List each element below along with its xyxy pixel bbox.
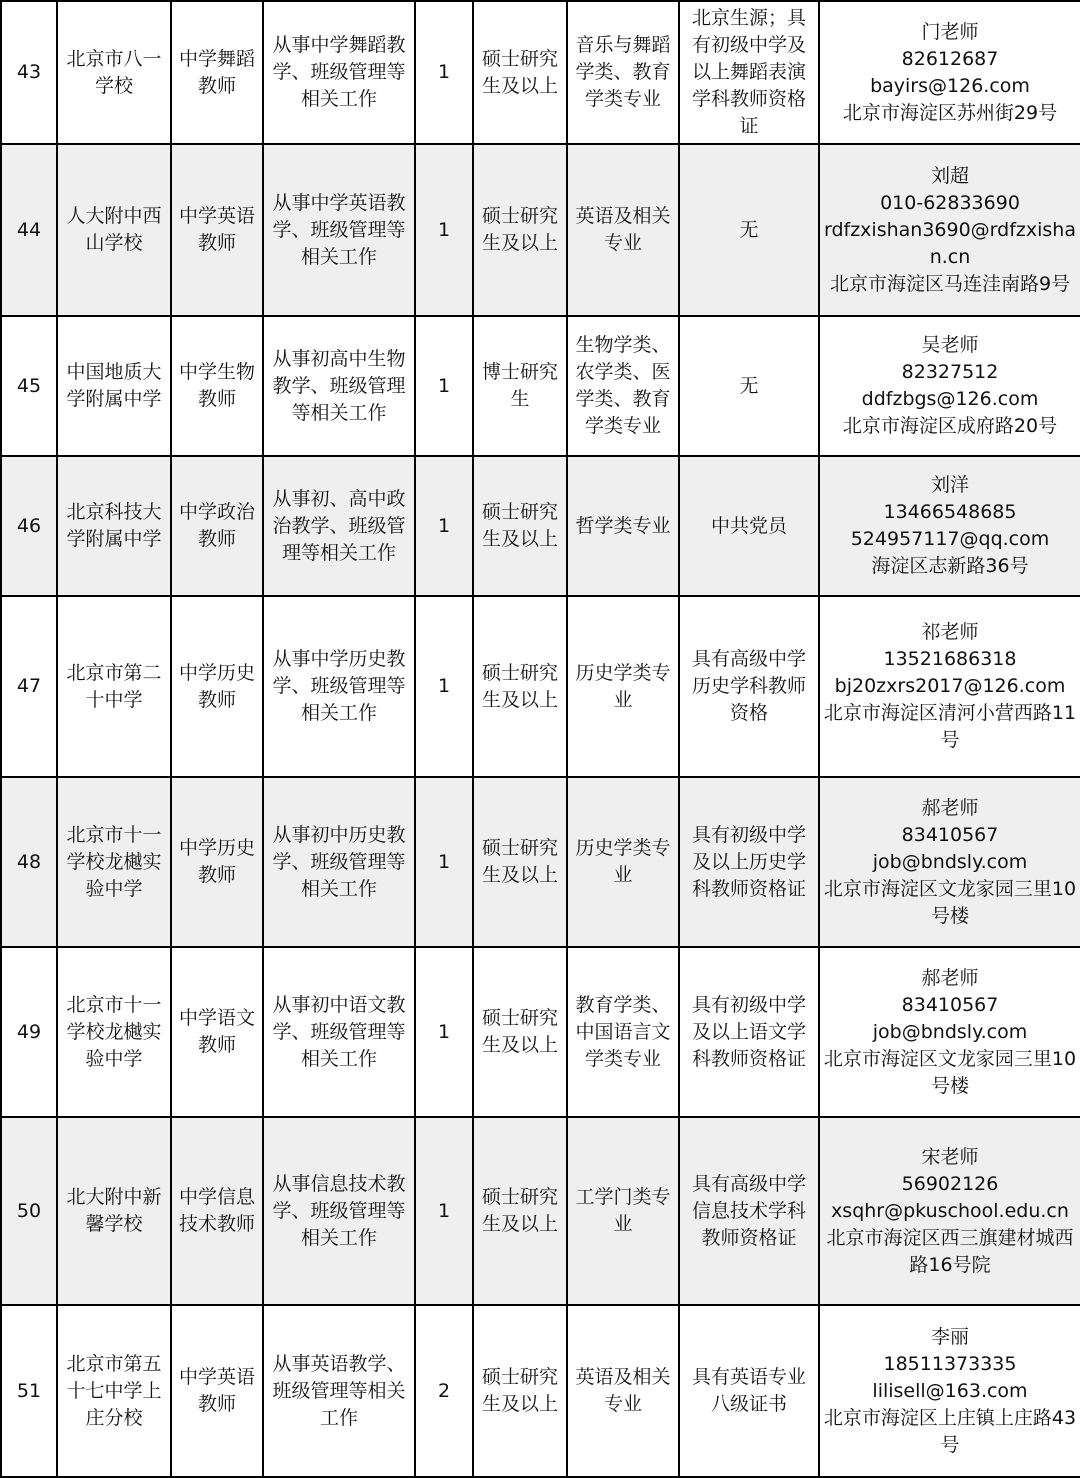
- contact-email: 524957117@qq.com: [850, 528, 1050, 550]
- contact-phone: 13521686318: [883, 648, 1017, 670]
- contact-address: 北京市海淀区清河小营西路11号: [823, 702, 1077, 751]
- contact-address: 北京市海淀区西三旗建材城西路16号院: [826, 1226, 1074, 1276]
- table-row: [1, 1305, 1080, 1477]
- table-row: [1, 456, 1080, 596]
- contact-name: 宋老师: [921, 1145, 979, 1168]
- other-requirement: 具有英语专业八级证书: [679, 1305, 819, 1477]
- contact-phone: 18511373335: [883, 1352, 1017, 1375]
- major-requirement: 历史学类专业: [567, 777, 679, 947]
- row-number: 47: [1, 596, 57, 777]
- degree-requirement: 硕士研究生及以上: [473, 777, 567, 947]
- contact-info: [819, 947, 1080, 1117]
- contact-name: 门老师: [921, 20, 979, 43]
- hire-count: 1: [415, 777, 473, 947]
- other-requirement: 无: [679, 144, 819, 316]
- row-number: 51: [1, 1305, 57, 1477]
- contact-email: rdfzxishan3690@rdfzxishan.cn: [823, 218, 1076, 268]
- major-requirement: 历史学类专业: [567, 596, 679, 777]
- major-requirement: 英语及相关专业: [567, 144, 679, 316]
- major-requirement: 音乐与舞蹈学类、教育学类专业: [567, 1, 679, 144]
- contact-info: [819, 1305, 1080, 1477]
- contact-name: 李丽: [930, 1325, 969, 1348]
- degree-requirement: 硕士研究生及以上: [473, 144, 567, 316]
- table-row: [1, 947, 1080, 1117]
- contact-address: 海淀区志新路36号: [871, 555, 1029, 577]
- major-requirement: 教育学类、中国语言文学类专业: [567, 947, 679, 1117]
- contact-info: [819, 596, 1080, 777]
- contact-name: 吴老师: [921, 334, 979, 356]
- contact-email: lilisell@163.com: [872, 1379, 1028, 1402]
- other-requirement: 具有初级中学及以上历史学科教师资格证: [679, 777, 819, 947]
- position-name: 中学舞蹈教师: [171, 1, 263, 144]
- other-requirement: 具有初级中学及以上语文学科教师资格证: [679, 947, 819, 1117]
- row-number: 46: [1, 456, 57, 596]
- degree-requirement: 硕士研究生及以上: [473, 1305, 567, 1477]
- contact-email: job@bndsly.com: [872, 850, 1028, 873]
- position-name: 中学生物教师: [171, 316, 263, 456]
- contact-name: 刘超: [930, 164, 969, 187]
- job-duty: 从事初中语文教学、班级管理等相关工作: [263, 947, 415, 1117]
- contact-info: [819, 1117, 1080, 1305]
- job-duty: 从事初、高中政治教学、班级管理等相关工作: [263, 456, 415, 596]
- school-name: 北大附中新馨学校: [57, 1117, 171, 1305]
- contact-phone: 010-62833690: [880, 191, 1020, 214]
- degree-requirement: 硕士研究生及以上: [473, 1117, 567, 1305]
- other-requirement: 北京生源；具有初级中学及以上舞蹈表演学科教师资格证: [679, 1, 819, 144]
- contact-info: [819, 316, 1080, 456]
- hire-count: 1: [415, 596, 473, 777]
- hire-count: 1: [415, 144, 473, 316]
- table-row: [1, 596, 1080, 777]
- contact-email: bayirs@126.com: [870, 74, 1030, 97]
- contact-info: [819, 456, 1080, 596]
- school-name: 北京市第二十中学: [57, 596, 171, 777]
- contact-address: 北京市海淀区马连洼南路9号: [829, 272, 1071, 295]
- hire-count: 1: [415, 456, 473, 596]
- hire-count: 1: [415, 947, 473, 1117]
- contact-phone: 83410567: [901, 823, 999, 846]
- degree-requirement: 硕士研究生及以上: [473, 1, 567, 144]
- table-row: [1, 144, 1080, 316]
- table-row: [1, 1117, 1080, 1305]
- contact-address: 北京市海淀区文龙家园三里10号楼: [823, 877, 1077, 927]
- position-name: 中学英语教师: [171, 144, 263, 316]
- job-duty: 从事中学英语教学、班级管理等相关工作: [263, 144, 415, 316]
- position-name: 中学语文教师: [171, 947, 263, 1117]
- contact-phone: 82612687: [901, 47, 999, 70]
- position-name: 中学英语教师: [171, 1305, 263, 1477]
- row-number: 44: [1, 144, 57, 316]
- contact-info: [819, 144, 1080, 316]
- degree-requirement: 硕士研究生及以上: [473, 947, 567, 1117]
- contact-phone: 56902126: [901, 1172, 999, 1195]
- position-name: 中学信息技术教师: [171, 1117, 263, 1305]
- major-requirement: 哲学类专业: [567, 456, 679, 596]
- contact-email: bj20zxrs2017@126.com: [834, 675, 1066, 697]
- degree-requirement: 硕士研究生及以上: [473, 456, 567, 596]
- row-number: 43: [1, 1, 57, 144]
- school-name: 北京市十一学校龙樾实验中学: [57, 777, 171, 947]
- contact-address: 北京市海淀区文龙家园三里10号楼: [823, 1047, 1077, 1097]
- row-number: 48: [1, 777, 57, 947]
- position-name: 中学历史教师: [171, 777, 263, 947]
- contact-name: 郝老师: [921, 966, 979, 989]
- contact-email: job@bndsly.com: [872, 1020, 1028, 1043]
- hire-count: 1: [415, 1117, 473, 1305]
- hire-count: 1: [415, 1, 473, 144]
- school-name: 北京市十一学校龙樾实验中学: [57, 947, 171, 1117]
- major-requirement: 生物学类、农学类、医学类、教育学类专业: [567, 316, 679, 456]
- school-name: 北京科技大学附属中学: [57, 456, 171, 596]
- contact-phone: 82327512: [901, 361, 999, 383]
- contact-info: [819, 777, 1080, 947]
- contact-email: ddfzbgs@126.com: [861, 388, 1039, 410]
- job-duty: 从事初中历史教学、班级管理等相关工作: [263, 777, 415, 947]
- table-row: [1, 1, 1080, 144]
- degree-requirement: 硕士研究生及以上: [473, 596, 567, 777]
- job-duty: 从事初高中生物教学、班级管理等相关工作: [263, 316, 415, 456]
- position-name: 中学政治教师: [171, 456, 263, 596]
- school-name: 中国地质大学附属中学: [57, 316, 171, 456]
- table-row: [1, 777, 1080, 947]
- contact-address: 北京市海淀区苏州街29号: [842, 101, 1058, 124]
- job-duty: 从事中学历史教学、班级管理等相关工作: [263, 596, 415, 777]
- other-requirement: 具有高级中学信息技术学科教师资格证: [679, 1117, 819, 1305]
- school-name: 北京市第五十七中学上庄分校: [57, 1305, 171, 1477]
- major-requirement: 工学门类专业: [567, 1117, 679, 1305]
- contact-info: [819, 1, 1080, 144]
- job-duty: 从事英语教学、班级管理等相关工作: [263, 1305, 415, 1477]
- hire-count: 2: [415, 1305, 473, 1477]
- school-name: 人大附中西山学校: [57, 144, 171, 316]
- contact-phone: 83410567: [901, 993, 999, 1016]
- job-duty: 从事信息技术教学、班级管理等相关工作: [263, 1117, 415, 1305]
- row-number: 49: [1, 947, 57, 1117]
- contact-name: 郝老师: [921, 796, 979, 819]
- table-row: [1, 316, 1080, 456]
- major-requirement: 英语及相关专业: [567, 1305, 679, 1477]
- degree-requirement: 博士研究生: [473, 316, 567, 456]
- other-requirement: 中共党员: [679, 456, 819, 596]
- row-number: 45: [1, 316, 57, 456]
- school-name: 北京市八一学校: [57, 1, 171, 144]
- contact-phone: 13466548685: [883, 501, 1017, 523]
- other-requirement: 无: [679, 316, 819, 456]
- contact-email: xsqhr@pkuschool.edu.cn: [831, 1199, 1069, 1222]
- contact-address: 北京市海淀区成府路20号: [842, 415, 1058, 437]
- contact-name: 祁老师: [921, 621, 979, 643]
- contact-address: 北京市海淀区上庄镇上庄路43号: [823, 1406, 1077, 1456]
- row-number: 50: [1, 1117, 57, 1305]
- other-requirement: 具有高级中学历史学科教师资格: [679, 596, 819, 777]
- contact-name: 刘洋: [930, 474, 969, 496]
- hire-count: 1: [415, 316, 473, 456]
- job-duty: 从事中学舞蹈教学、班级管理等相关工作: [263, 1, 415, 144]
- position-name: 中学历史教师: [171, 596, 263, 777]
